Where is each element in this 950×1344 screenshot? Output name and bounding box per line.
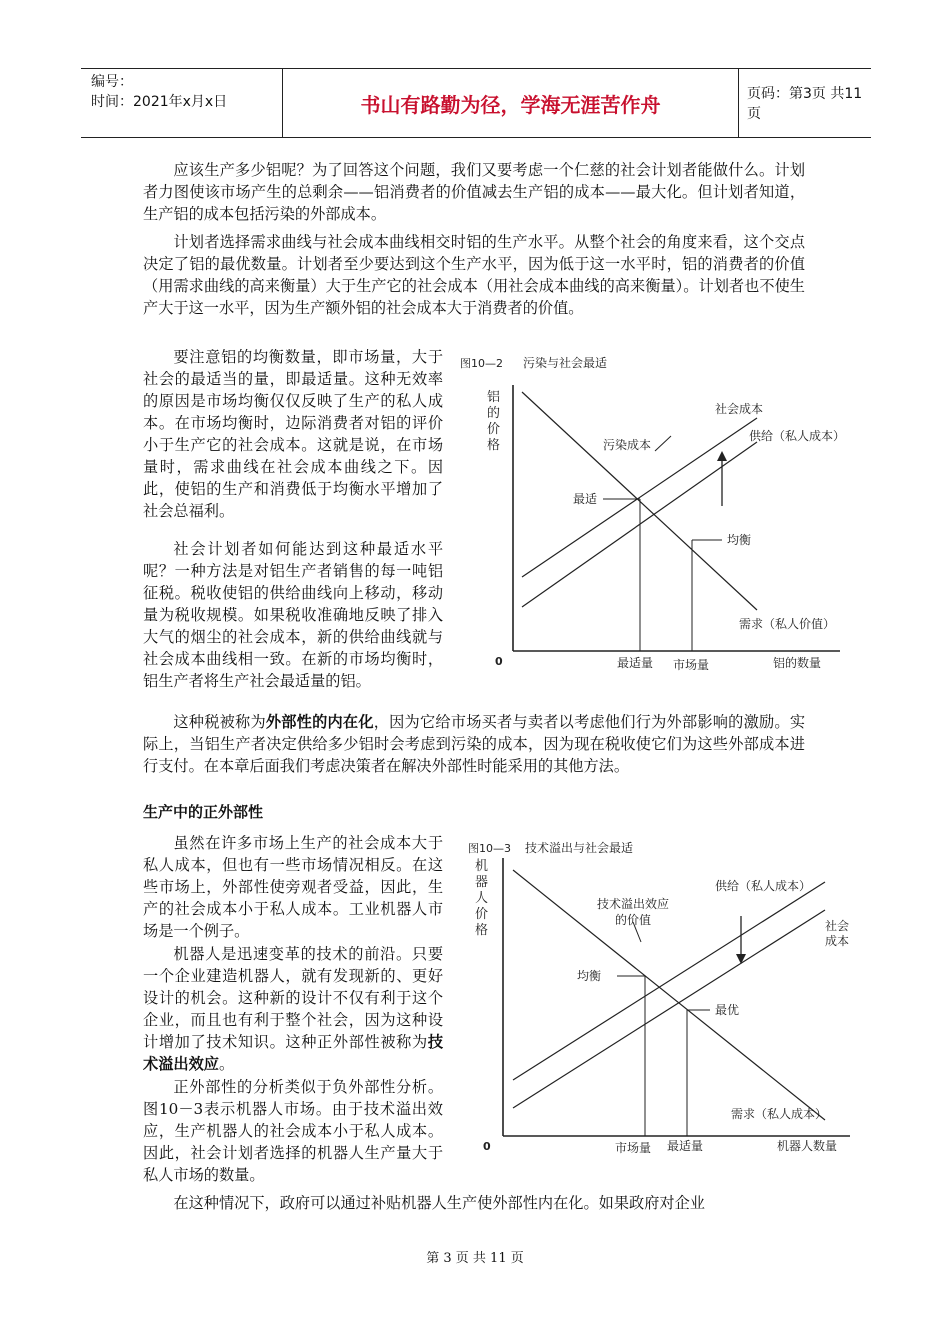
fig2-x-optimum-label: 最适量 [667,1139,704,1153]
fig2-ylabel-3: 人 [475,891,489,906]
fig1-ylabel-4: 格 [487,438,501,453]
fig2-supply-label: 供给（私人成本） [715,879,812,893]
paragraph-3: 要注意铝的均衡数量，即市场量，大于社会的最适当的量，即最适量。这种无效率的原因是市场均衡仅仅反映了生产的私人成本。在市场均衡时，边际消费者对铝的评价小于生产它的社会成本。这就是说，在市场量时，需求曲线在社会成本曲线之下。因此，使铝的生产和消费低于均衡水平增加了社会总福利。 [143,348,443,520]
fig2-spillover-label-1: 技术溢出效应 [597,897,670,911]
fig1-ylabel-2: 的 [487,406,501,421]
fig1-arrow-head [717,451,727,461]
paragraph-9: 在这种情况下，政府可以通过补贴机器人生产使外部性内在化。如果政府对企业 [173,1194,705,1212]
fig1-origin: 0 [495,655,503,668]
paragraph-1: 应该生产多少铝呢？为了回答这个问题，我们又要考虑一个仁慈的社会计划者能做什么。计划者力图使该市场产生的总剩余——铝消费者的价值减去生产铝的成本——最大化。但计划者知道，生产铝的成本包括污染的外部成本。 [143,161,805,223]
section-heading: 生产中的正外部性 [143,803,264,821]
fig1-demand-label: 需求（私人价值） [739,617,836,631]
fig2-arrow-head [736,954,746,964]
figure-spillover-svg [465,830,860,1170]
paragraph-8: 正外部性的分析类似于负外部性分析。图10－3表示机器人市场。由于技术溢出效应，生产机器人的社会成本小于私人成本。因此，社会计划者选择的机器人生产量大于私人市场的数量。 [143,1078,443,1184]
figure-pollution [455,345,850,689]
fig2-title-num: 图10—3 [468,842,511,855]
header-page: 页码：第3页 共11页 [747,86,863,122]
fig2-demand-label: 需求（私人成本） [731,1107,828,1121]
fig1-x-market-label: 市场量 [673,658,710,672]
fig2-optimum-label: 最优 [715,1003,740,1017]
fig1-pollution-leader [655,436,671,451]
figure-spillover [465,830,860,1174]
header-meta [81,69,281,137]
fig1-ylabel-1: 铝 [487,390,501,405]
fig2-ylabel-4: 价 [475,907,489,922]
paragraph-5 [143,711,805,777]
header-number: 编号： [91,74,133,90]
p5-text-b: ，因为它给市场买者与卖者以考虑他们行为外部影响的激励。实际上，当铝生产者决定供给多少铝时会考虑到污染的成本，因为现在税收使它们为这些外部成本进行支付。在本章后面我们考虑决策者在解决外部性时能采用的其他方法。 [143,713,806,775]
fig2-title-text: 技术溢出与社会最适 [525,841,634,855]
fig1-supply-label: 供给（私人成本） [749,429,846,443]
paragraph-4: 社会计划者如何能达到这种最适水平呢？一种方法是对铝生产者销售的每一吨铝征税。税收使铝的供给曲线向上移动，移动量为税收规模。如果税收准确地反映了排入大气的烟尘的社会成本，新的供给曲线就与社会成本曲线相一致。在新的市场均衡时，铝生产者将生产社会最适量的铝。 [143,540,443,690]
fig2-spillover-label-2: 的价值 [615,913,652,927]
header-time: 时间：2021年x月x日 [91,94,228,110]
p7-text-a: 机器人是迅速变革的技术的前沿。只要一个企业建造机器人，就有发现新的、更好设计的机会。这种新的设计不仅有利于这个企业，而且也有利于整个社会，因为这种设计增加了技术知识。这种正外部性被称为 [143,945,443,1051]
paragraph-7 [143,943,443,1075]
fig1-pollution-cost-label: 污染成本 [603,438,652,452]
fig2-social-label-1: 社会 [825,919,850,933]
fig1-x-optimum-label: 最适量 [617,656,654,670]
fig2-x-market-label: 市场量 [615,1141,652,1155]
fig1-xlabel: 铝的数量 [773,656,822,670]
fig1-ylabel-3: 价 [487,422,501,437]
fig1-title-num: 图10—2 [460,357,503,370]
fig2-ylabel-1: 机 [475,859,489,874]
fig1-social-cost-label: 社会成本 [715,402,764,416]
page-header [81,68,871,138]
fig2-supply-curve [513,882,825,1080]
header-motto: 书山有路勤为径，学海无涯苦作舟 [282,69,739,137]
fig2-social-cost-curve [513,910,825,1108]
figure-pollution-svg [455,345,850,685]
fig2-ylabel-2: 器 [475,875,489,890]
p5-text-a: 这种税被称为 [173,713,266,731]
fig2-origin: 0 [483,1140,491,1153]
fig2-equilibrium-label: 均衡 [577,969,602,983]
paragraph-6: 虽然在许多市场上生产的社会成本大于私人成本，但也有一些市场情况相反。在这些市场上，外部性使旁观者受益，因此，生产的社会成本小于私人成本。工业机器人市场是一个例子。 [143,834,443,940]
fig2-ylabel-5: 格 [475,923,489,938]
page-footer: 第 3 页 共 11 页 [426,1251,524,1266]
fig2-social-label-2: 成本 [825,934,850,948]
fig1-optimum-label: 最适 [573,492,598,506]
fig1-equilibrium-label: 均衡 [727,533,752,547]
fig2-xlabel: 机器人数量 [777,1139,838,1153]
paragraph-2: 计划者选择需求曲线与社会成本曲线相交时铝的生产水平。从整个社会的角度来看，这个交点决定了铝的最优数量。计划者至少要达到这个生产水平，因为低于这一水平时，铝的消费者的价值（用需求曲线的高来衡量）大于生产它的社会成本（用社会成本曲线的高来衡量）。计划者也不使生产大于这一水平，因为生产额外铝的社会成本大于消费者的价值。 [143,233,805,317]
term-technology-spillover: 技术溢出效应 [143,1033,443,1073]
p7-text-b: 。 [218,1055,235,1073]
fig1-title-text: 污染与社会最适 [523,356,608,370]
term-internalizing-externality: 外部性的内在化 [265,713,374,731]
